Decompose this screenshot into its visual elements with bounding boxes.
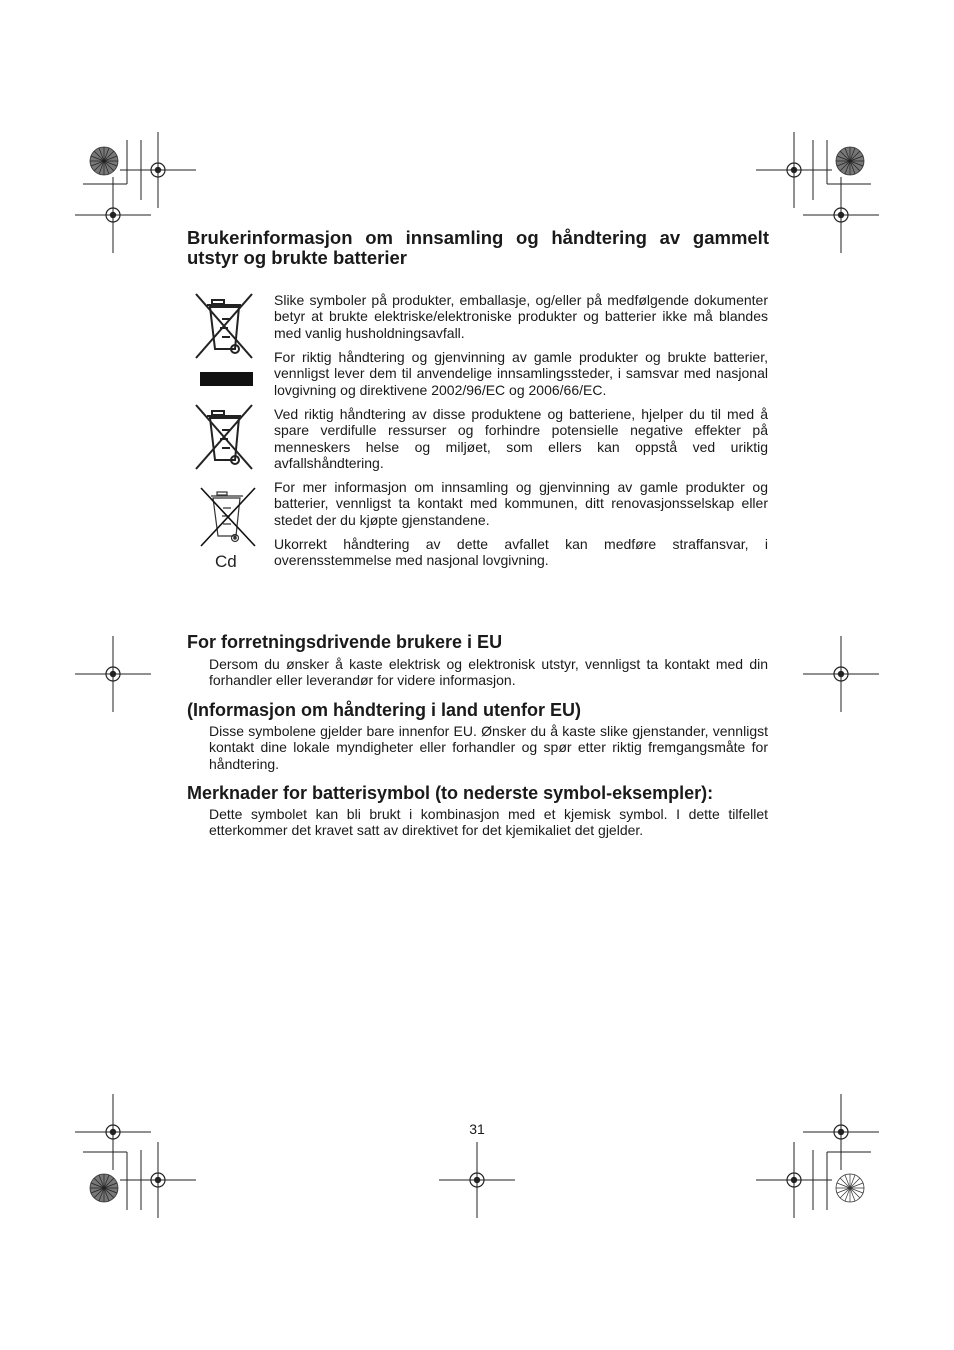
page-number: 31 bbox=[469, 1121, 485, 1137]
crossed-out-wheelie-bin-icon bbox=[194, 403, 256, 473]
section-body: Dersom du ønsker å kaste elektrisk og elektronisk utstyr, vennligst ta kontakt med din forhandler eller leverandør for videre informasjon. bbox=[209, 656, 768, 689]
section-heading: Merknader for batterisymbol (to nederste symbol-eksempler): bbox=[187, 783, 714, 803]
crossed-out-wheelie-bin-icon bbox=[194, 292, 256, 362]
chemical-symbol-label: Cd bbox=[215, 552, 237, 571]
section-body: Dette symbolet kan bli brukt i kombinasjon med et kjemisk symbol. I dette tilfellet etterkommer det kravet satt av direktivet for det kjemikaliet det gjelder. bbox=[209, 806, 768, 839]
intro-paragraph: Ukorrekt håndtering av dette avfallet kan medføre straffansvar, i overensstemmelse med nasjonal lovgivning. bbox=[274, 536, 768, 569]
section-heading: (Informasjon om håndtering i land utenfor EU) bbox=[187, 700, 581, 720]
intro-paragraph: For riktig håndtering og gjenvinning av gamle produkter og brukte batterier, vennligst lever dem til anvendelige innsamlingssteder, i samsvar med nasjonal lovgivning og direktivene 2002/96/EC og 2006/66/EC. bbox=[274, 349, 768, 398]
black-bar-symbol bbox=[200, 372, 253, 386]
intro-paragraph: Ved riktig håndtering av disse produktene og batteriene, hjelper du til med å spare verdifulle ressurser og forhindre potensielle negative effekter på menneskers helse og miljøet, som ellers kan oppstå ved uriktig avfallshåndtering. bbox=[274, 406, 768, 471]
page-title: Brukerinformasjon om innsamling og håndtering av gammelt utstyr og brukte batterier bbox=[187, 227, 769, 268]
crossed-out-wheelie-bin-battery-icon bbox=[198, 486, 258, 548]
intro-paragraph: For mer informasjon om innsamling og gjenvinning av gamle produkter og batterier, vennligst ta kontakt med kommunen, ditt renovasjonsselskap eller stedet der du kjøpte gjenstandene. bbox=[274, 479, 768, 528]
intro-paragraph: Slike symboler på produkter, emballasje, og/eller på medfølgende dokumenter betyr at brukte elektriske/elektroniske produkter og batterier ikke må blandes med vanlig husholdningsavfall. bbox=[274, 292, 768, 341]
section-body: Disse symbolene gjelder bare innenfor EU. Ønsker du å kaste slike gjenstander, vennligst kontakt dine lokale myndigheter eller forhandler og spør etter riktig fremgangsmåte for håndtering. bbox=[209, 723, 768, 772]
section-heading: For forretningsdrivende brukere i EU bbox=[187, 632, 503, 652]
